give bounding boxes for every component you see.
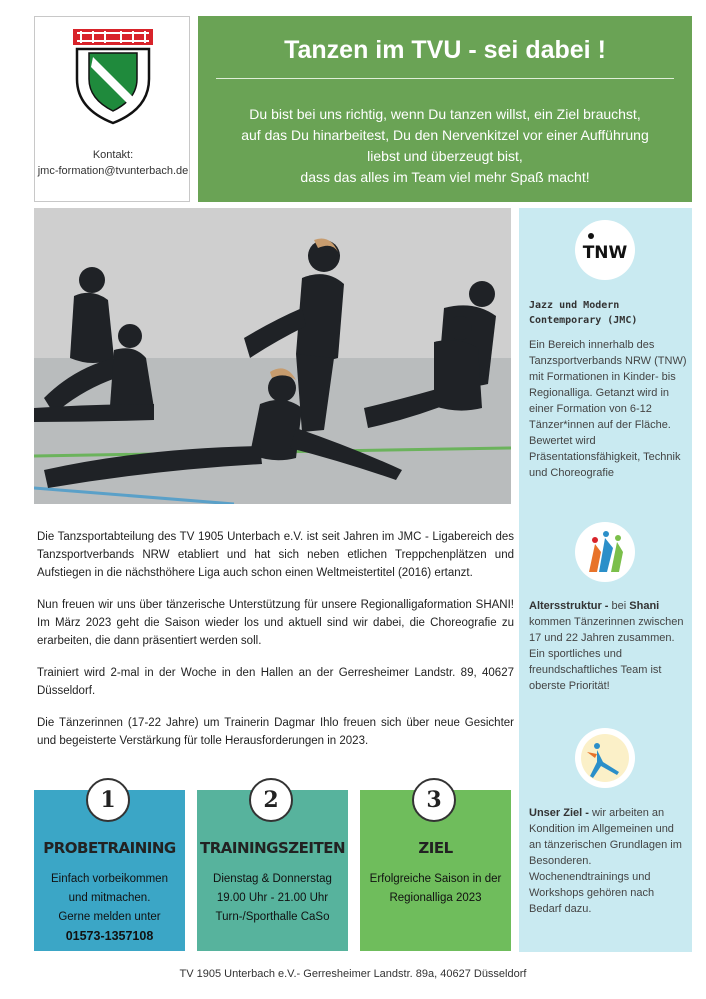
intro-line: Du bist bei uns richtig, wenn Du tanzen willst, ein Ziel brauchst, — [249, 106, 641, 122]
age-prefix: bei — [611, 600, 630, 612]
step-line: Turn-/Sporthalle CaSo — [215, 911, 330, 923]
step-number: 3 — [412, 778, 456, 822]
contact-email[interactable]: jmc-formation@tvunterbach.de — [37, 165, 189, 177]
intro-text — [212, 104, 678, 188]
step-title: PROBETRAINING — [43, 839, 176, 857]
intro-line: dass das alles im Team viel mehr Spaß macht! — [300, 169, 590, 185]
header-banner — [198, 16, 692, 202]
step-line: Erfolgreiche Saison in der — [369, 873, 502, 885]
title-divider — [216, 78, 674, 79]
intro-line: liebst und überzeugt bist, — [367, 148, 523, 164]
dancer-silhouette-icon — [575, 728, 635, 788]
step-line: und mitmachen. — [68, 892, 151, 904]
tnw-logo-text: TNW — [582, 243, 628, 263]
body-paragraph: Trainiert wird 2-mal in der Woche in den Hallen an der Gerresheimer Landstr. 89, 40627 Düsseldorf. — [37, 667, 514, 697]
step-text — [364, 870, 507, 908]
goal-text — [529, 805, 689, 917]
age-structure-text — [529, 598, 689, 694]
club-logo-box — [34, 16, 190, 202]
step-number: 2 — [249, 778, 293, 822]
body-text — [37, 528, 514, 764]
page-title: Tanzen im TVU - sei dabei ! — [284, 36, 606, 64]
step-ziel — [360, 787, 511, 951]
step-title: TRAININGSZEITEN — [199, 839, 345, 857]
dancers-photo — [34, 208, 511, 504]
jmc-heading: Jazz und Modern Contemporary (JMC) — [529, 300, 638, 326]
intro-line: auf das Du hinarbeitest, Du den Nervenkitzel vor einer Aufführung — [241, 127, 649, 143]
body-paragraph: Die Tänzerinnen (17-22 Jahre) um Trainerin Dagmar Ihlo freuen sich über neue Gesichter und begeisterte Verstärkung für tolle Herausforderungen in 2023. — [37, 717, 514, 747]
dancers-group-icon — [575, 522, 635, 582]
step-line: Dienstag & Donnerstag — [213, 873, 332, 885]
step-number: 1 — [86, 778, 130, 822]
step-line: Gerne melden unter — [58, 911, 161, 923]
jmc-description: Ein Bereich innerhalb des Tanzsportverbands NRW (TNW) mit Formationen in Kinder- bis Regionalliga. Getanzt wird in einer Formation von 6-12 Tänzer*innen auf der Fläche. Bewertet wird Präsentationsfähigkeit, Technik und Choreografie — [529, 339, 687, 479]
team-name: Shani — [629, 600, 660, 612]
step-line: 19.00 Uhr - 21.00 Uhr — [216, 892, 329, 904]
step-probetraining — [34, 787, 185, 951]
tnw-logo-icon — [575, 220, 635, 280]
footer-address: TV 1905 Unterbach e.V.- Gerresheimer Landstr. 89a, 40627 Düsseldorf — [179, 968, 527, 980]
phone-number[interactable]: 01573-1357108 — [65, 929, 154, 943]
info-sidebar — [519, 208, 692, 952]
step-title: ZIEL — [418, 839, 453, 857]
contact-label: Kontakt: — [92, 149, 134, 161]
step-trainingszeiten — [197, 787, 348, 951]
step-line: Einfach vorbeikommen — [51, 873, 168, 885]
step-text — [38, 870, 181, 946]
age-description: kommen Tänzerinnen zwischen 17 und 22 Jahren zusammen. Ein sportliches und freundschaftliches Team ist oberste Priorität! — [529, 616, 684, 692]
goal-description: wir arbeiten an Kondition im Allgemeinen und an tänzerischen Grundlagen im Besonderen. Wochenendtrainings und Workshops gehören nach Bedarf dazu. — [529, 807, 682, 915]
body-paragraph: Nun freuen wir uns über tänzerische Unterstützung für unsere Regionalligaformation SHANI! Im März 2023 geht die Saison wieder los und aktuell sind wir dabei, die Choreografie zu erarbeiten, die dann präsentiert werden soll. — [37, 599, 514, 647]
dancers-illustration — [34, 208, 511, 504]
step-line: Regionalliga 2023 — [389, 892, 482, 904]
club-crest-logo — [71, 27, 155, 127]
age-structure-label: Altersstruktur - — [529, 600, 612, 612]
body-paragraph: Die Tanzsportabteilung des TV 1905 Unterbach e.V. ist seit Jahren im JMC - Ligabereich des Tanzsportverbands NRW etabliert und hat sich neben etlichen Treppchenplätzen und Aufstiegen in die nächsthöhere Liga auch schon einen Weltmeistertitel (2016) ertanzt. — [37, 531, 514, 579]
step-text — [201, 870, 344, 927]
goal-label: Unser Ziel - — [529, 807, 592, 819]
